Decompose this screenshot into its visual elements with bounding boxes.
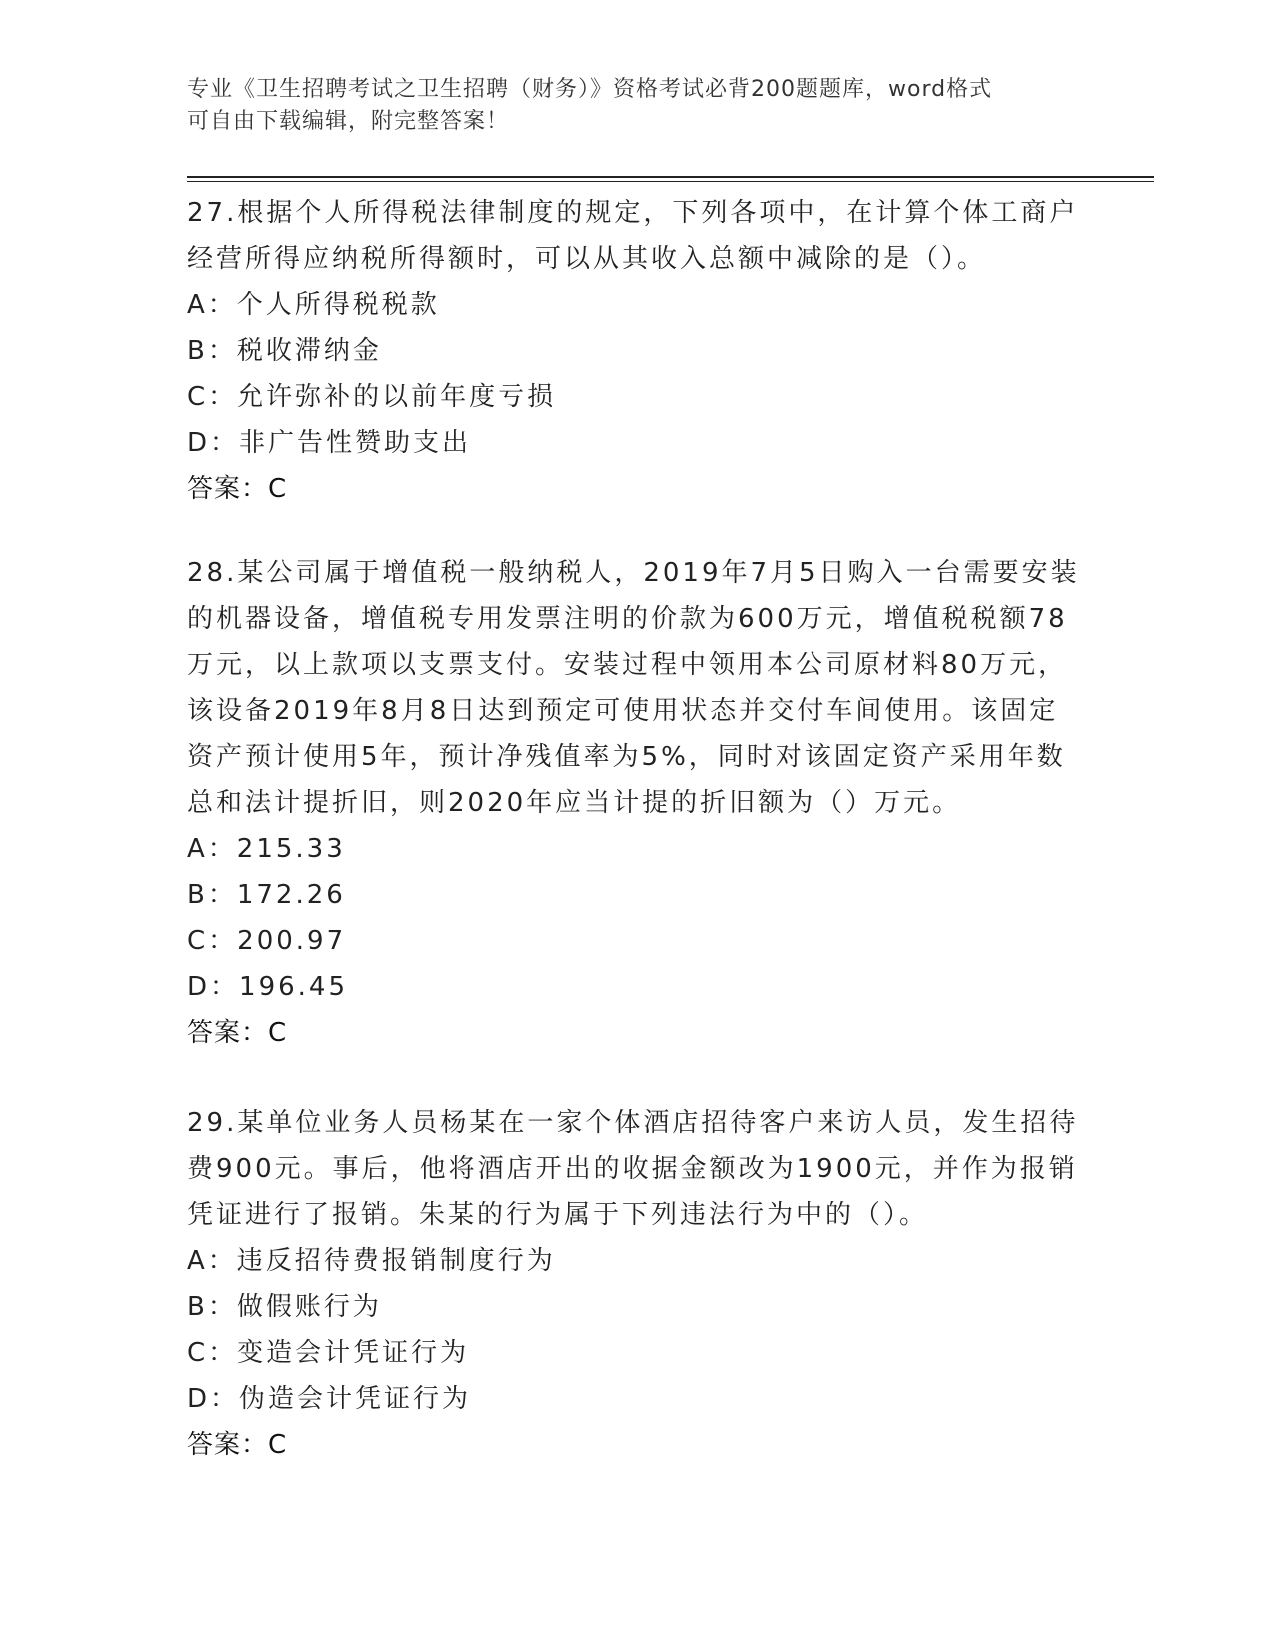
question-stem-line: 资产预计使用5年，预计净残值率为5%，同时对该固定资产采用年数: [187, 742, 1066, 772]
option-d: D：伪造会计凭证行为: [187, 1384, 472, 1414]
header-divider-thick: [187, 176, 1154, 178]
option-c: C：变造会计凭证行为: [187, 1338, 470, 1368]
option-a: A：个人所得税税款: [187, 290, 440, 320]
question-27: [187, 190, 1087, 512]
header-divider-thin: [187, 181, 1154, 182]
option-a: A：违反招待费报销制度行为: [187, 1246, 556, 1276]
question-stem-line: 费900元。事后，他将酒店开出的收据金额改为1900元，并作为报销: [187, 1154, 1078, 1184]
answer: 答案：C: [187, 1018, 288, 1048]
question-stem-line: 的机器设备，增值税专用发票注明的价款为600万元，增值税税额78: [187, 604, 1068, 634]
header-line-1: 专业《卫生招聘考试之卫生招聘（财务）》资格考试必背200题题库，word格式: [187, 77, 993, 102]
option-d: D：196.45: [187, 972, 348, 1002]
header-line-2: 可自由下载编辑，附完整答案！: [187, 109, 510, 134]
question-stem-line: 总和法计提折旧，则2020年应当计提的折旧额为（）万元。: [187, 788, 962, 818]
option-c: C：200.97: [187, 926, 347, 956]
option-c: C：允许弥补的以前年度亏损: [187, 382, 557, 412]
question-28: [187, 550, 1087, 1056]
question-stem-line: 该设备2019年8月8日达到预定可使用状态并交付车间使用。该固定: [187, 696, 1059, 726]
option-b: B：做假账行为: [187, 1292, 382, 1322]
question-stem-line: 万元，以上款项以支票支付。安装过程中领用本公司原材料80万元，: [187, 650, 1068, 680]
document-header: [187, 74, 1087, 138]
answer: 答案：C: [187, 1430, 288, 1460]
option-b: B：税收滞纳金: [187, 336, 382, 366]
question-stem-line: 29.某单位业务人员杨某在一家个体酒店招待客户来访人员，发生招待: [187, 1108, 1079, 1138]
question-stem-line: 28.某公司属于增值税一般纳税人，2019年7月5日购入一台需要安装: [187, 558, 1080, 588]
question-stem-line: 经营所得应纳税所得额时，可以从其收入总额中减除的是（）。: [187, 244, 987, 274]
answer: 答案：C: [187, 474, 288, 504]
question-29: [187, 1100, 1087, 1468]
option-b: B：172.26: [187, 880, 346, 910]
option-a: A：215.33: [187, 834, 346, 864]
question-stem-line: 凭证进行了报销。朱某的行为属于下列违法行为中的（）。: [187, 1200, 929, 1230]
option-d: D：非广告性赞助支出: [187, 428, 472, 458]
question-stem-line: 27.根据个人所得税法律制度的规定，下列各项中，在计算个体工商户: [187, 198, 1079, 228]
